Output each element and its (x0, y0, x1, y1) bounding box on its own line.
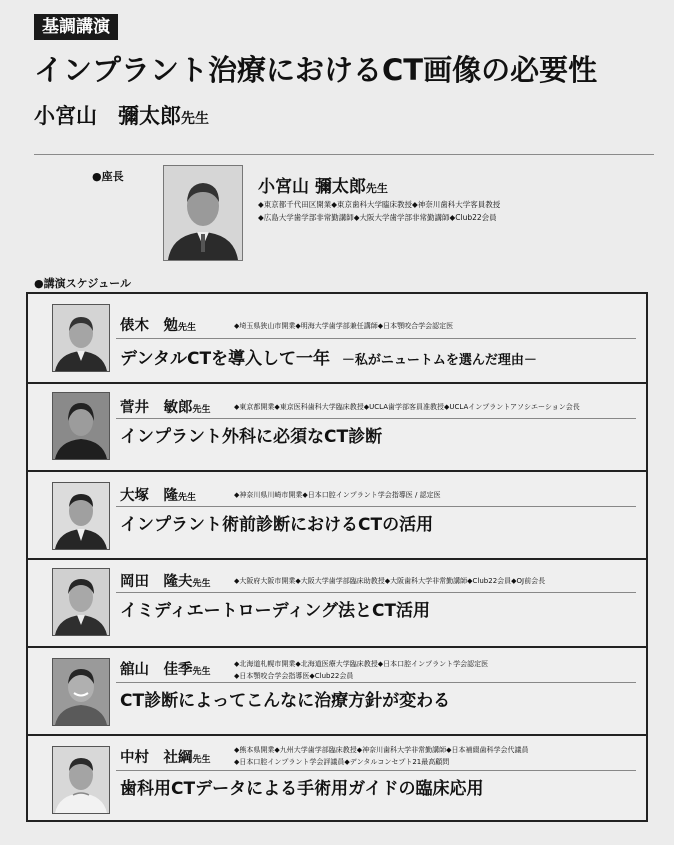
chair-photo (163, 165, 243, 261)
speaker-name-suffix: 先生 (192, 579, 211, 589)
speaker-photo (52, 482, 110, 550)
speaker-row (28, 384, 646, 472)
speaker-photo (52, 304, 110, 372)
schedule-label: ●講演スケジュール (34, 277, 131, 290)
speaker-photo (52, 392, 110, 460)
speaker-affiliation (234, 658, 644, 682)
portrait-image (53, 569, 109, 635)
speaker-photo (52, 658, 110, 726)
talk-title-block (120, 422, 382, 447)
speaker-name: 大塚 隆 (120, 488, 178, 504)
portrait-image (53, 659, 109, 725)
talk-title-block (120, 774, 484, 799)
talk-title: デンタルCTを導入して一年 (120, 349, 331, 369)
speaker-photo (52, 568, 110, 636)
talk-title: イミディエートローディング法とCT活用 (120, 601, 431, 621)
affiliation-line: ◆日本顎咬合学会指導医◆Club22会員 (234, 672, 354, 680)
speaker-affiliation (234, 401, 644, 413)
speaker-name-block (120, 314, 196, 335)
affiliation-line: ◆東京都千代田区開業◆東京歯科大学臨床教授◆神奈川歯科大学客員教授 (258, 200, 501, 209)
talk-rule (116, 592, 636, 593)
keynote-speaker (34, 100, 209, 130)
speaker-name: 舘山 佳季 (120, 662, 193, 678)
talk-rule (116, 338, 636, 339)
talk-title: 歯科用CTデータによる手術用ガイドの臨床応用 (120, 779, 484, 799)
talk-rule (116, 506, 636, 507)
talk-title: インプラント外科に必須なCT診断 (120, 427, 383, 447)
talk-rule (116, 418, 636, 419)
speaker-name-block (120, 484, 196, 505)
speaker-row (28, 294, 646, 382)
schedule-box (26, 292, 648, 822)
speaker-name-suffix: 先生 (192, 405, 211, 415)
speaker-name: 中村 社綱 (120, 750, 193, 766)
speaker-row (28, 648, 646, 736)
talk-title-block (120, 344, 537, 369)
speaker-name: 岡田 隆夫 (120, 574, 193, 590)
chair-affiliation (258, 198, 558, 224)
lecture-title: インプラント治療におけるCT画像の必要性 (34, 53, 598, 87)
speaker-name-block (120, 658, 211, 679)
portrait-image (53, 747, 109, 813)
speaker-name-block (120, 746, 211, 767)
speaker-name: 菅井 敏郎 (120, 400, 193, 416)
speaker-name: 俵木 勉 (120, 318, 178, 334)
talk-rule (116, 770, 636, 771)
speaker-name-suffix: 先生 (192, 755, 211, 765)
speaker-affiliation (234, 489, 644, 501)
affiliation-line: ◆北海道札幌市開業◆北海道医療大学臨床教授◆日本口腔インプラント学会認定医 (234, 660, 489, 668)
affiliation-line: ◆広島大学歯学部非常勤講師◆大阪大学歯学部非常勤講師◆Club22会員 (258, 213, 497, 222)
talk-title: CT診断によってこんなに治療方針が変わる (120, 691, 451, 711)
speaker-row (28, 472, 646, 560)
speaker-name-suffix: 先生 (192, 667, 211, 677)
chair-name-block (258, 172, 388, 197)
speaker-name-suffix: 先生 (178, 323, 197, 333)
speaker-photo (52, 746, 110, 814)
affiliation-line: ◆東京都開業◆東京医科歯科大学臨床教授◆UCLA歯学部客員准教授◆UCLAインプラントアソシエーション会長 (234, 403, 580, 411)
chair-label: ●座長 (92, 170, 124, 183)
speaker-row (28, 560, 646, 648)
affiliation-line: ◆大阪府大阪市開業◆大阪大学歯学部臨床助教授◆大阪歯科大学非常勤講師◆Club22会員◆OJ前会長 (234, 577, 546, 585)
speaker-name-block (120, 570, 211, 591)
speaker-name-suffix: 先生 (178, 493, 197, 503)
chair-name-suffix: 先生 (365, 182, 388, 195)
portrait-image (53, 305, 109, 371)
speaker-affiliation (234, 575, 644, 587)
talk-title-block (120, 596, 430, 621)
talk-title-block (120, 686, 450, 711)
keynote-speaker-suffix: 先生 (181, 111, 209, 127)
talk-title: インプラント術前診断におけるCTの活用 (120, 515, 434, 535)
section-badge: 基調講演 (34, 14, 118, 40)
speaker-affiliation (234, 744, 644, 768)
talk-rule (116, 682, 636, 683)
talk-title-block (120, 510, 433, 535)
affiliation-line: ◆神奈川県川崎市開業◆日本口腔インプラント学会指導医 / 認定医 (234, 491, 441, 499)
divider (34, 154, 654, 155)
chair-name: 小宮山 彌太郎 (258, 177, 366, 197)
speaker-name-block (120, 396, 211, 417)
keynote-speaker-name: 小宮山 彌太郎 (34, 104, 181, 128)
affiliation-line: ◆熊本県開業◆九州大学歯学部臨床教授◆神奈川歯科大学非常勤講師◆日本補綴歯科学会代議員 (234, 746, 529, 754)
affiliation-line: ◆日本口腔インプラント学会評議員◆デンタルコンセプト21最高顧問 (234, 758, 450, 766)
portrait-image (53, 393, 109, 459)
affiliation-line: ◆埼玉県狭山市開業◆明海大学歯学部兼任講師◆日本顎咬合学会認定医 (234, 322, 454, 330)
portrait-image (164, 166, 242, 260)
talk-subtitle: －私がニュートムを選んだ理由－ (341, 353, 537, 368)
speaker-row (28, 736, 646, 824)
portrait-image (53, 483, 109, 549)
speaker-affiliation (234, 320, 644, 332)
